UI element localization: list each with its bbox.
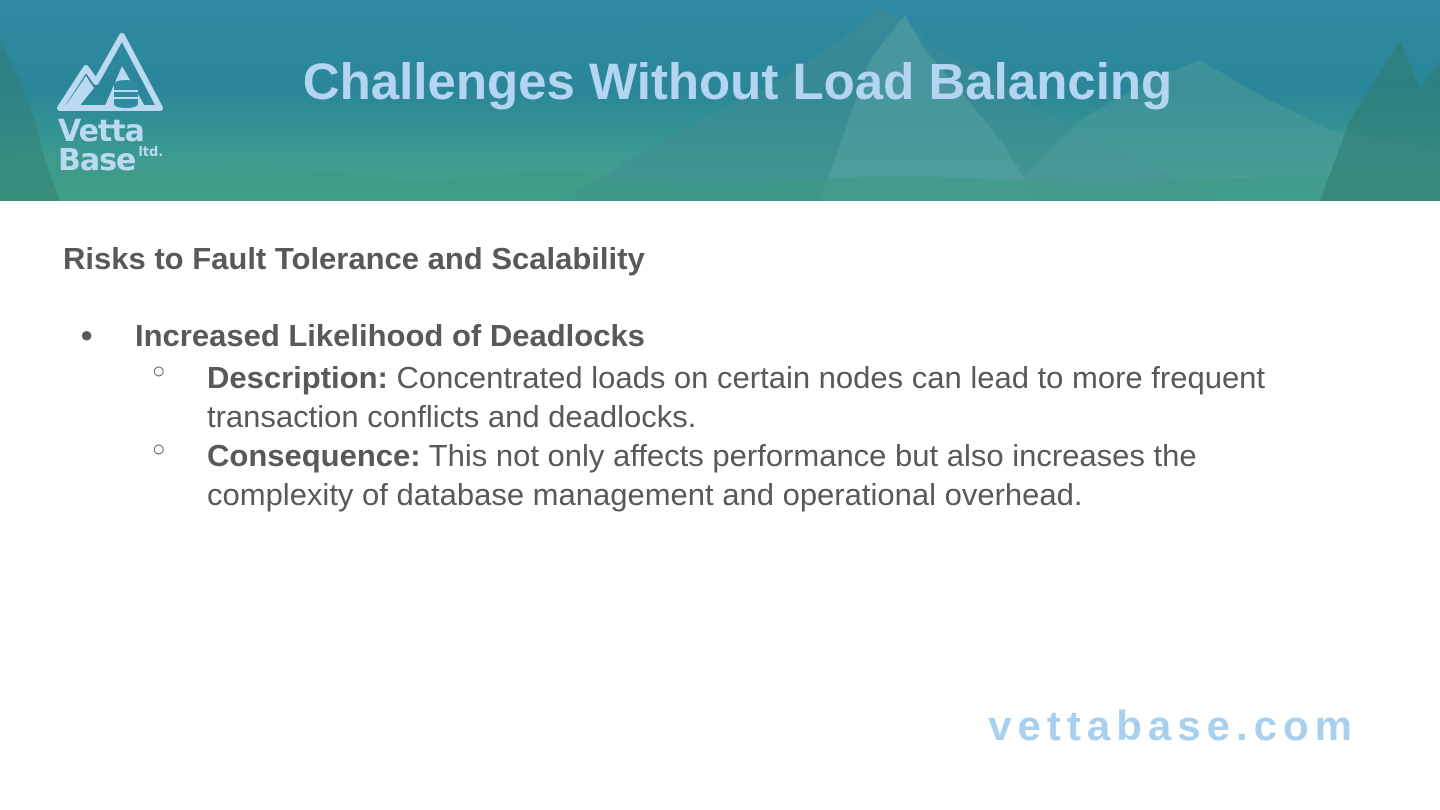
filled-bullet-icon: ● <box>80 322 94 347</box>
logo-wordmark-line2 <box>58 143 163 178</box>
hollow-bullet-icon: ○ <box>152 358 166 383</box>
slide-title: Challenges Without Load Balancing <box>302 53 1173 110</box>
hollow-bullet-icon: ○ <box>152 436 166 461</box>
sub-item-body: This not only affects performance but also increases the complexity of database management and operational overhead. <box>207 438 1197 512</box>
sub-item-text <box>207 358 1317 436</box>
sub-item-body: Concentrated loads on certain nodes can lead to more frequent transaction conflicts and deadlocks. <box>207 360 1266 434</box>
section-subtitle: Risks to Fault Tolerance and Scalability <box>63 241 645 276</box>
sub-item-label: Consequence: <box>207 438 421 473</box>
logo-wordmark-base: Base <box>58 143 136 178</box>
list-item-title: Increased Likelihood of Deadlocks <box>135 318 645 353</box>
logo-wordmark-line1: Vetta <box>58 114 144 149</box>
sub-item-text <box>207 436 1317 514</box>
footer-website-link[interactable]: vettabase.com <box>988 702 1358 749</box>
logo-wordmark-ltd: ltd. <box>138 145 164 160</box>
sub-item-label: Description: <box>207 360 388 395</box>
header-banner <box>0 0 1440 201</box>
